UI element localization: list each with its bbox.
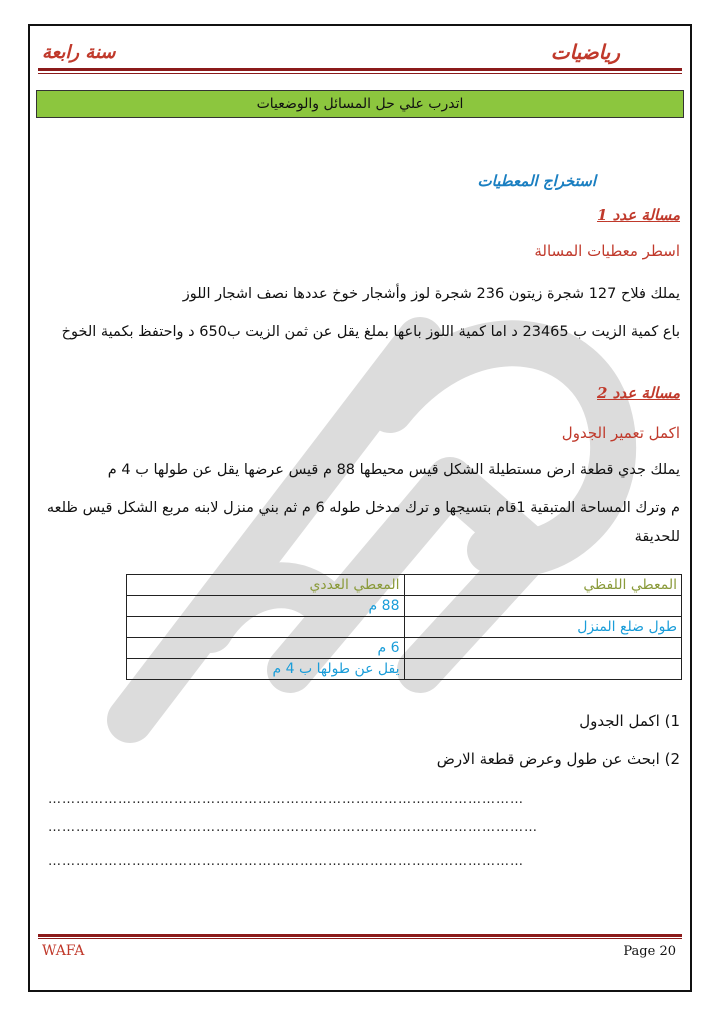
footer-brand: WAFA [42,943,85,959]
worksheet-banner: اتدرب علي حل المسائل والوضعيات [36,90,684,118]
question-1 [579,712,680,730]
table-header-row [127,575,682,596]
footer-rule-thick [38,934,682,937]
problem2-line1: يملك جدي قطعة ارض مستطيلة الشكل قيس محيطها 88 م قيس عرضها يقل عن طولها ب 4 م [107,462,680,478]
data-table [126,574,682,680]
answer-line-1[interactable]: ………………………………………………………………………………………… [48,792,524,807]
table-cell-numeric[interactable]: 88 م [127,596,405,617]
table-cell-verbal[interactable]: طول ضلع المنزل [404,617,682,638]
table-cell-verbal[interactable] [404,659,682,680]
question-2 [437,750,680,768]
table-row [127,617,682,638]
table-header-verbal: المعطي اللفظي [404,575,682,596]
footer-rule-thin [38,938,682,939]
section-title: استخراج المعطيات [477,172,596,190]
table-cell-numeric[interactable]: 6 م [127,638,405,659]
table-row [127,596,682,617]
question-1-text: اكمل الجدول [579,712,660,730]
question-1-number: 1) [664,712,680,730]
header-rule-thin [38,73,682,74]
table-row [127,659,682,680]
subject-label: رياضيات [550,40,620,64]
problem2-task: اكمل تعمير الجدول [561,424,680,442]
table-cell-verbal[interactable] [404,638,682,659]
header-rule-thick [38,68,682,71]
problem2-line2: م وترك المساحة المتبقية 1قام بتسيجها و ترك مدخل طوله 6 م ثم بني منزل لابنه مربع الشكل قيس ظلعه للحديقة [46,500,680,545]
page-number: Page 20 [623,944,676,959]
problem1-line1: يملك فلاح 127 شجرة زيتون 236 شجرة لوز وأشجار خوخ عددها نصف اشجار اللوز [182,286,680,302]
table-cell-numeric[interactable]: يقل عن طولها ب 4 م [127,659,405,680]
problem1-line2: باع كمية الزيت ب 23465 د اما كمية اللوز باعها بملغ يقل عن ثمن الزيت ب650 د واحتفظ بكمية الخوخ [61,324,680,340]
answer-line-2[interactable]: …………………………………………………………………………………………… [48,820,538,835]
table-header-numeric: المعطي العددي [127,575,405,596]
table-cell-numeric[interactable] [127,617,405,638]
table-row [127,638,682,659]
problem2-title: مسالة عدد 2 [597,384,680,402]
table-cell-verbal[interactable] [404,596,682,617]
problem1-task: اسطر معطيات المسالة [534,242,680,260]
problem1-title: مسالة عدد 1 [597,206,680,224]
grade-label: سنة رابعة [42,42,116,63]
question-2-text: ابحث عن طول وعرض قطعة الارض [436,750,660,768]
answer-line-3[interactable]: ………………………………………………………………………………………… [48,854,524,869]
question-2-number: 2) [664,750,680,768]
